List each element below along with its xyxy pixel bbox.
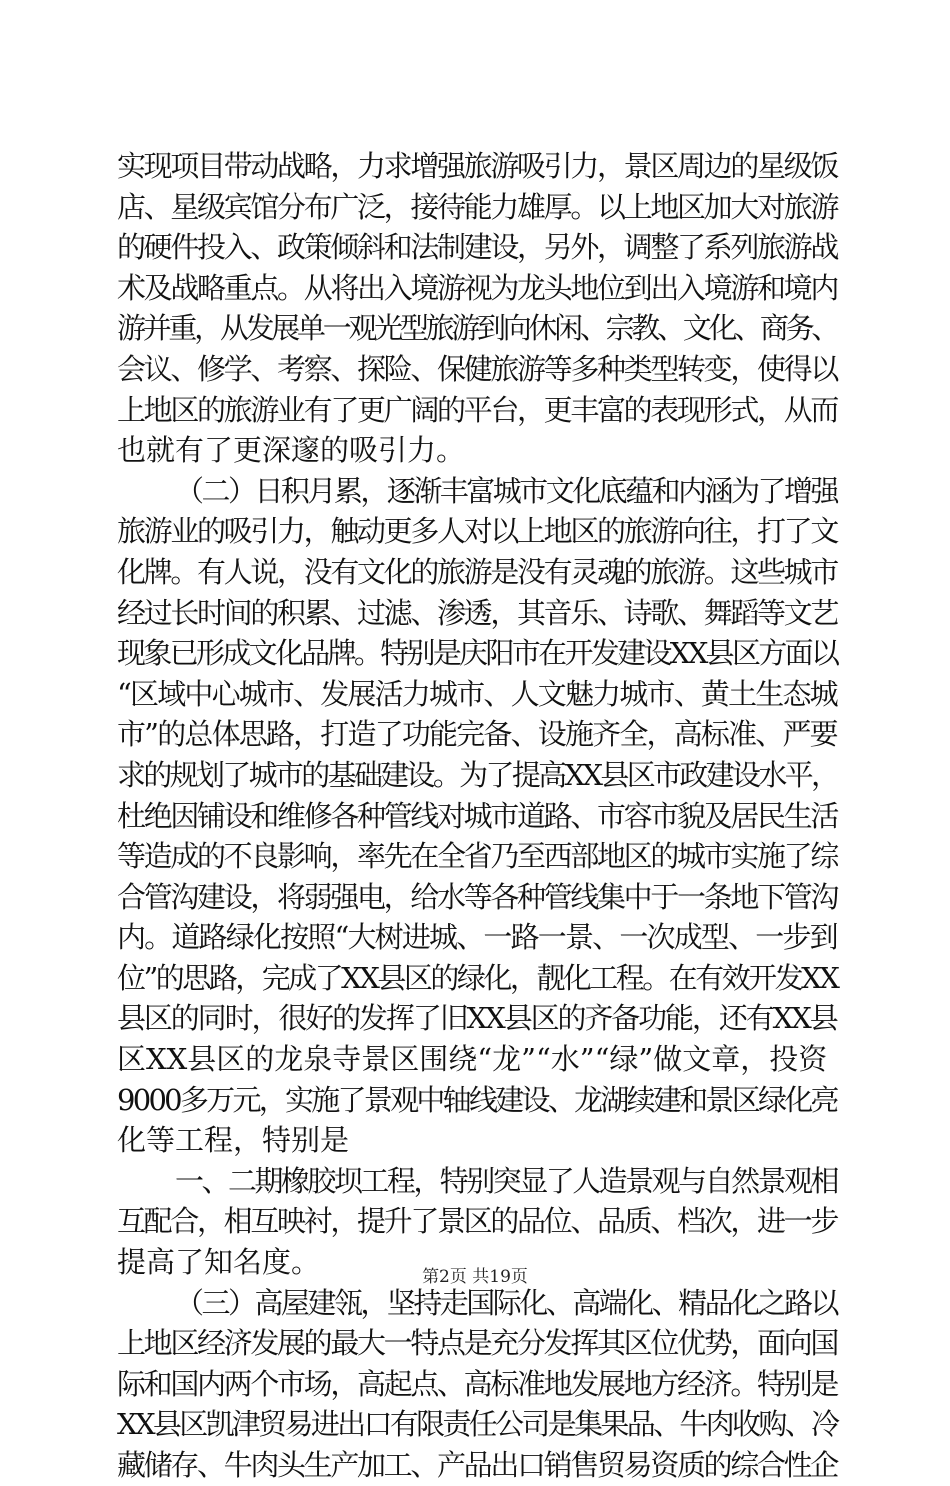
- text-line: 市”的总体思路，打造了功能完备、设施齐全，高标准、严要: [117, 717, 837, 752]
- text-line: （三）高屋建瓴，坚持走国际化、高端化、精品化之路以: [175, 1285, 838, 1320]
- text-line: 县区的同时，很好的发挥了旧XX县区的齐备功能，还有XX县: [117, 1001, 837, 1036]
- text-line: 的硬件投入、政策倾斜和法制建设，另外，调整了系列旅游战: [117, 230, 838, 265]
- page-footer: 第2页 共19页: [422, 1267, 528, 1287]
- text-line: 等造成的不良影响，率先在全省乃至西部地区的城市实施了综: [117, 839, 838, 874]
- text-line: “区域中心城市、发展活力城市、人文魅力城市、黄土生态城: [117, 676, 837, 711]
- text-line: 经过长时间的积累、过滤、渗透，其音乐、诗歌、舞蹈等文艺: [117, 595, 838, 630]
- text-line: 术及战略重点。从将出入境游视为龙头地位到出入境游和境内: [117, 270, 838, 305]
- text-line: 际和国内两个市场，高起点、高标准地发展地方经济。特别是: [117, 1366, 838, 1401]
- text-line: 也就有了更深邃的吸引力。: [117, 433, 466, 468]
- text-line: 游并重，从发展单一观光型旅游到向休闲、宗教、文化、商务、: [117, 311, 838, 346]
- text-line: （二）日积月累，逐渐丰富城市文化底蕴和内涵为了增强: [175, 473, 838, 508]
- text-line: 实现项目带动战略，力求增强旅游吸引力，景区周边的星级饭: [117, 149, 838, 183]
- text-line: 互配合，相互映衬，提升了景区的品位、品质、档次，进一步: [117, 1204, 838, 1239]
- text-line: 现象已形成文化品牌。特别是庆阳市在开发建设XX县区方面以: [117, 636, 838, 671]
- text-line: 店、星级宾馆分布广泛，接待能力雄厚。以上地区加大对旅游: [117, 189, 838, 224]
- text-line: 化牌。有人说，没有文化的旅游是没有灵魂的旅游。这些城市: [117, 554, 838, 589]
- text-line: 一、二期橡胶坝工程，特别突显了人造景观与自然景观相: [175, 1163, 838, 1198]
- text-line: 上地区经济发展的最大一特点是充分发挥其区位优势，面向国: [117, 1326, 838, 1361]
- text-line: 旅游业的吸引力，触动更多人对以上地区的旅游向往，打了文: [117, 514, 838, 549]
- text-line: 合管沟建设，将弱强电，给水等各种管线集中于一条地下管沟: [117, 879, 838, 914]
- text-line: XX县区凯津贸易进出口有限责任公司是集果品、牛肉收购、冷: [117, 1407, 838, 1442]
- text-line: 藏储存、牛肉头生产加工、产品出口销售贸易资质的综合性企: [117, 1448, 838, 1482]
- text-line: 求的规划了城市的基础建设。为了提高XX县区市政建设水平，: [117, 757, 838, 792]
- text-line: 提高了知名度。: [117, 1245, 321, 1280]
- text-line: 区XX县区的龙泉寺景区围绕“龙”“水”“绿”做文章，投资: [117, 1042, 828, 1077]
- text-line: 位”的思路，完成了XX县区的绿化，靓化工程。在有效开发XX: [117, 960, 838, 995]
- text-line: 会议、修学、考察、探险、保健旅游等多种类型转变，使得以: [117, 351, 838, 386]
- text-line: 上地区的旅游业有了更广阔的平台，更丰富的表现形式，从而: [117, 392, 838, 427]
- text-line: 化等工程，特别是: [117, 1123, 350, 1158]
- text-line: 杜绝因铺设和维修各种管线对城市道路、市容市貌及居民生活: [117, 798, 838, 833]
- text-line: 9000多万元，实施了景观中轴线建设、龙湖续建和景区绿化亮: [117, 1082, 837, 1117]
- text-line: 内。道路绿化按照“大树进城、一路一景、一次成型、一步到: [117, 920, 837, 955]
